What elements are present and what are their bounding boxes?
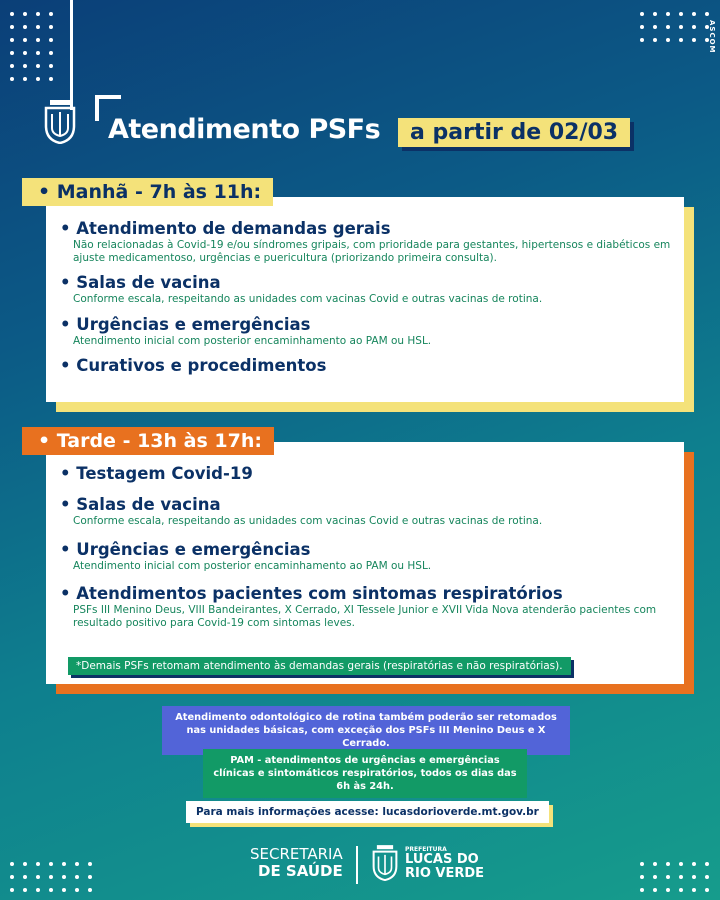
item-title: • Salas de vacina [60, 273, 221, 292]
city-name [405, 853, 484, 881]
list-item [60, 315, 674, 348]
decorative-dots [10, 12, 53, 81]
item-title: • Urgências e emergências [60, 539, 311, 559]
footer-divider [356, 846, 358, 884]
list-item [60, 540, 674, 573]
more-info-link[interactable]: Para mais informações acesse: lucasdorioverde.mt.gov.br [186, 801, 549, 823]
list-item [60, 273, 674, 306]
date-badge: a partir de 02/03 [398, 118, 630, 147]
morning-card [46, 197, 684, 402]
item-desc: Atendimento inicial com posterior encaminhamento ao PAM ou HSL. [73, 334, 432, 347]
secretaria-logo-text [250, 846, 343, 880]
decorative-dots [10, 862, 92, 892]
dental-info-box: Atendimento odontológico de rotina também poderão ser retomados nas unidades básicas, com exceção dos PSFs III Menino Deus e X Cerrado. [162, 706, 570, 755]
decorative-dots [640, 862, 709, 892]
secretaria-line2: DE SAÚDE [258, 862, 343, 880]
list-item [60, 464, 674, 483]
item-desc: Atendimento inicial com posterior encaminhamento ao PAM ou HSL. [73, 559, 432, 572]
item-desc: Não relacionadas à Covid-19 e/ou síndromes gripais, com prioridade para gestantes, hipertensos e diabéticos em ajuste medicamentoso, urgências e puericultura (priorizando primeira consulta). [73, 239, 671, 264]
item-title: • Urgências e emergências [60, 314, 311, 334]
afternoon-label: • Tarde - 13h às 17h: [22, 427, 274, 455]
item-title: • Testagem Covid-19 [60, 464, 253, 483]
afternoon-card [46, 442, 684, 684]
page-title: Atendimento PSFs [108, 114, 381, 145]
afternoon-note: *Demais PSFs retomam atendimento às demandas gerais (respiratórias e não respiratórias). [68, 657, 571, 675]
secretaria-line1: SECRETARIA [250, 845, 343, 863]
prefeitura-label: PREFEITURA [405, 846, 447, 853]
item-desc: Conforme escala, respeitando as unidades com vacinas Covid e outras vacinas de rotina. [73, 293, 543, 305]
item-title: • Curativos e procedimentos [60, 356, 327, 375]
list-item [60, 356, 674, 375]
city-line1: LUCAS DO [405, 852, 479, 867]
list-item [60, 219, 674, 264]
item-title: • Atendimento de demandas gerais [60, 219, 391, 238]
pam-info-box: PAM - atendimentos de urgências e emergências clínicas e sintomáticos respiratórios, todos os dias das 6h às 24h. [203, 749, 527, 798]
morning-label: • Manhã - 7h às 11h: [22, 178, 273, 206]
city-crest-icon [44, 100, 76, 144]
item-title: • Atendimentos pacientes com sintomas respiratórios [60, 584, 563, 603]
item-title: • Salas de vacina [60, 495, 221, 514]
list-item [60, 584, 674, 629]
city-line2: RIO VERDE [405, 866, 485, 881]
item-desc: Conforme escala, respeitando as unidades com vacinas Covid e outras vacinas de rotina. [73, 515, 543, 527]
list-item [60, 495, 674, 528]
decorative-dots [640, 12, 709, 42]
city-crest-icon [372, 845, 398, 881]
item-desc: PSFs III Menino Deus, VIII Bandeirantes, X Cerrado, XI Tessele Junior e XVII Vida Nova atenderão pacientes com resultado positivo para Covid-19 com sintomas leves. [73, 604, 657, 629]
decorative-line [70, 0, 73, 110]
ascom-label: ASCOM [708, 20, 716, 54]
